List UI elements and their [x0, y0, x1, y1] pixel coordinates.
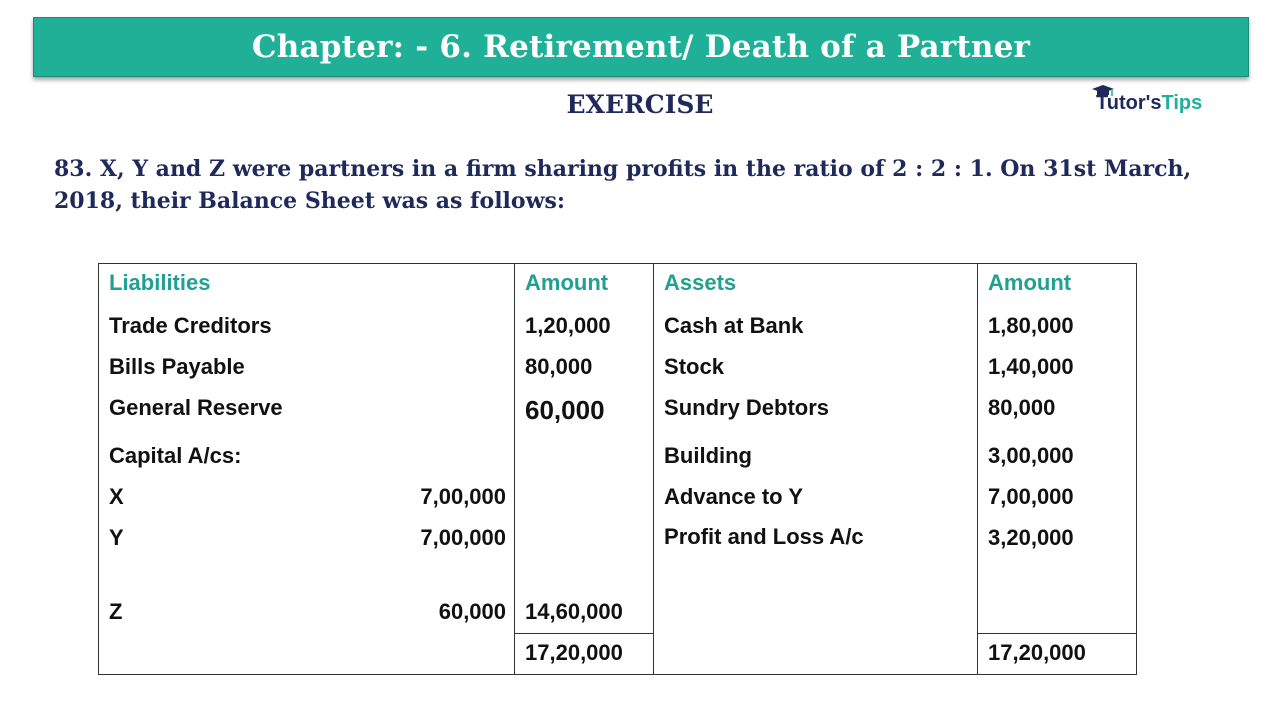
liability-name: Bills Payable — [109, 353, 245, 379]
table-header-row — [99, 264, 1137, 307]
question-text: 83. X, Y and Z were partners in a firm sharing profits in the ratio of 2 : 2 : 1. On 31st March, 2018, their Balance Sheet was as follows: — [54, 156, 1192, 214]
header-liabilities: Liabilities — [109, 270, 211, 295]
liability-amount — [515, 478, 654, 519]
liability-name: Capital A/cs: — [109, 442, 242, 468]
partner-name: Y — [109, 524, 124, 550]
asset-name: Profit and Loss A/c — [664, 523, 864, 549]
liability-amount: 60,000 — [515, 389, 654, 437]
asset-name: Advance to Y — [664, 483, 803, 509]
asset-amount — [978, 593, 1137, 634]
asset-amount: 3,20,000 — [978, 519, 1137, 593]
liability-amount — [515, 437, 654, 478]
asset-name: Stock — [664, 353, 724, 379]
tutors-tips-logo — [1090, 84, 1230, 120]
liability-name: Trade Creditors — [109, 312, 272, 338]
header-amount-assets: Amount — [978, 264, 1137, 307]
totals-row — [99, 634, 1137, 675]
asset-name: Sundry Debtors — [664, 394, 830, 420]
totals-spacer — [99, 634, 515, 675]
liability-amount: 80,000 — [515, 348, 654, 389]
table-row — [99, 307, 1137, 348]
table-row — [99, 437, 1137, 478]
asset-name: Building — [664, 442, 752, 468]
liability-amount: 14,60,000 — [515, 593, 654, 634]
partner-name: X — [109, 483, 124, 509]
logo-text-tips: Tips — [1161, 92, 1203, 114]
totals-spacer-assets — [654, 634, 978, 675]
table-row — [99, 519, 1137, 593]
partner-capital: 7,00,000 — [420, 483, 507, 509]
assets-total: 17,20,000 — [978, 634, 1137, 675]
logo-text-tutors: Tutor's — [1096, 92, 1162, 114]
liability-name: General Reserve — [109, 394, 283, 420]
chapter-banner — [33, 17, 1249, 77]
balance-sheet-table — [98, 263, 1137, 675]
asset-amount: 7,00,000 — [978, 478, 1137, 519]
asset-amount: 80,000 — [978, 389, 1137, 437]
table-row — [99, 348, 1137, 389]
liabilities-total: 17,20,000 — [515, 634, 654, 675]
header-assets: Assets — [664, 270, 737, 295]
partner-capital: 60,000 — [438, 598, 507, 624]
liability-amount: 1,20,000 — [515, 307, 654, 348]
chapter-title: Chapter: - 6. Retirement/ Death of a Partner — [251, 29, 1031, 65]
section-heading: EXERCISE — [566, 90, 714, 119]
asset-amount: 1,80,000 — [978, 307, 1137, 348]
liability-amount — [515, 519, 654, 593]
asset-name: Cash at Bank — [664, 312, 804, 338]
asset-amount: 3,00,000 — [978, 437, 1137, 478]
asset-amount: 1,40,000 — [978, 348, 1137, 389]
table-row — [99, 478, 1137, 519]
partner-name: Z — [109, 598, 123, 624]
partner-capital: 7,00,000 — [420, 524, 507, 550]
header-amount-liabilities: Amount — [515, 264, 654, 307]
table-row — [99, 593, 1137, 634]
asset-name — [654, 593, 978, 634]
table-row — [99, 389, 1137, 437]
